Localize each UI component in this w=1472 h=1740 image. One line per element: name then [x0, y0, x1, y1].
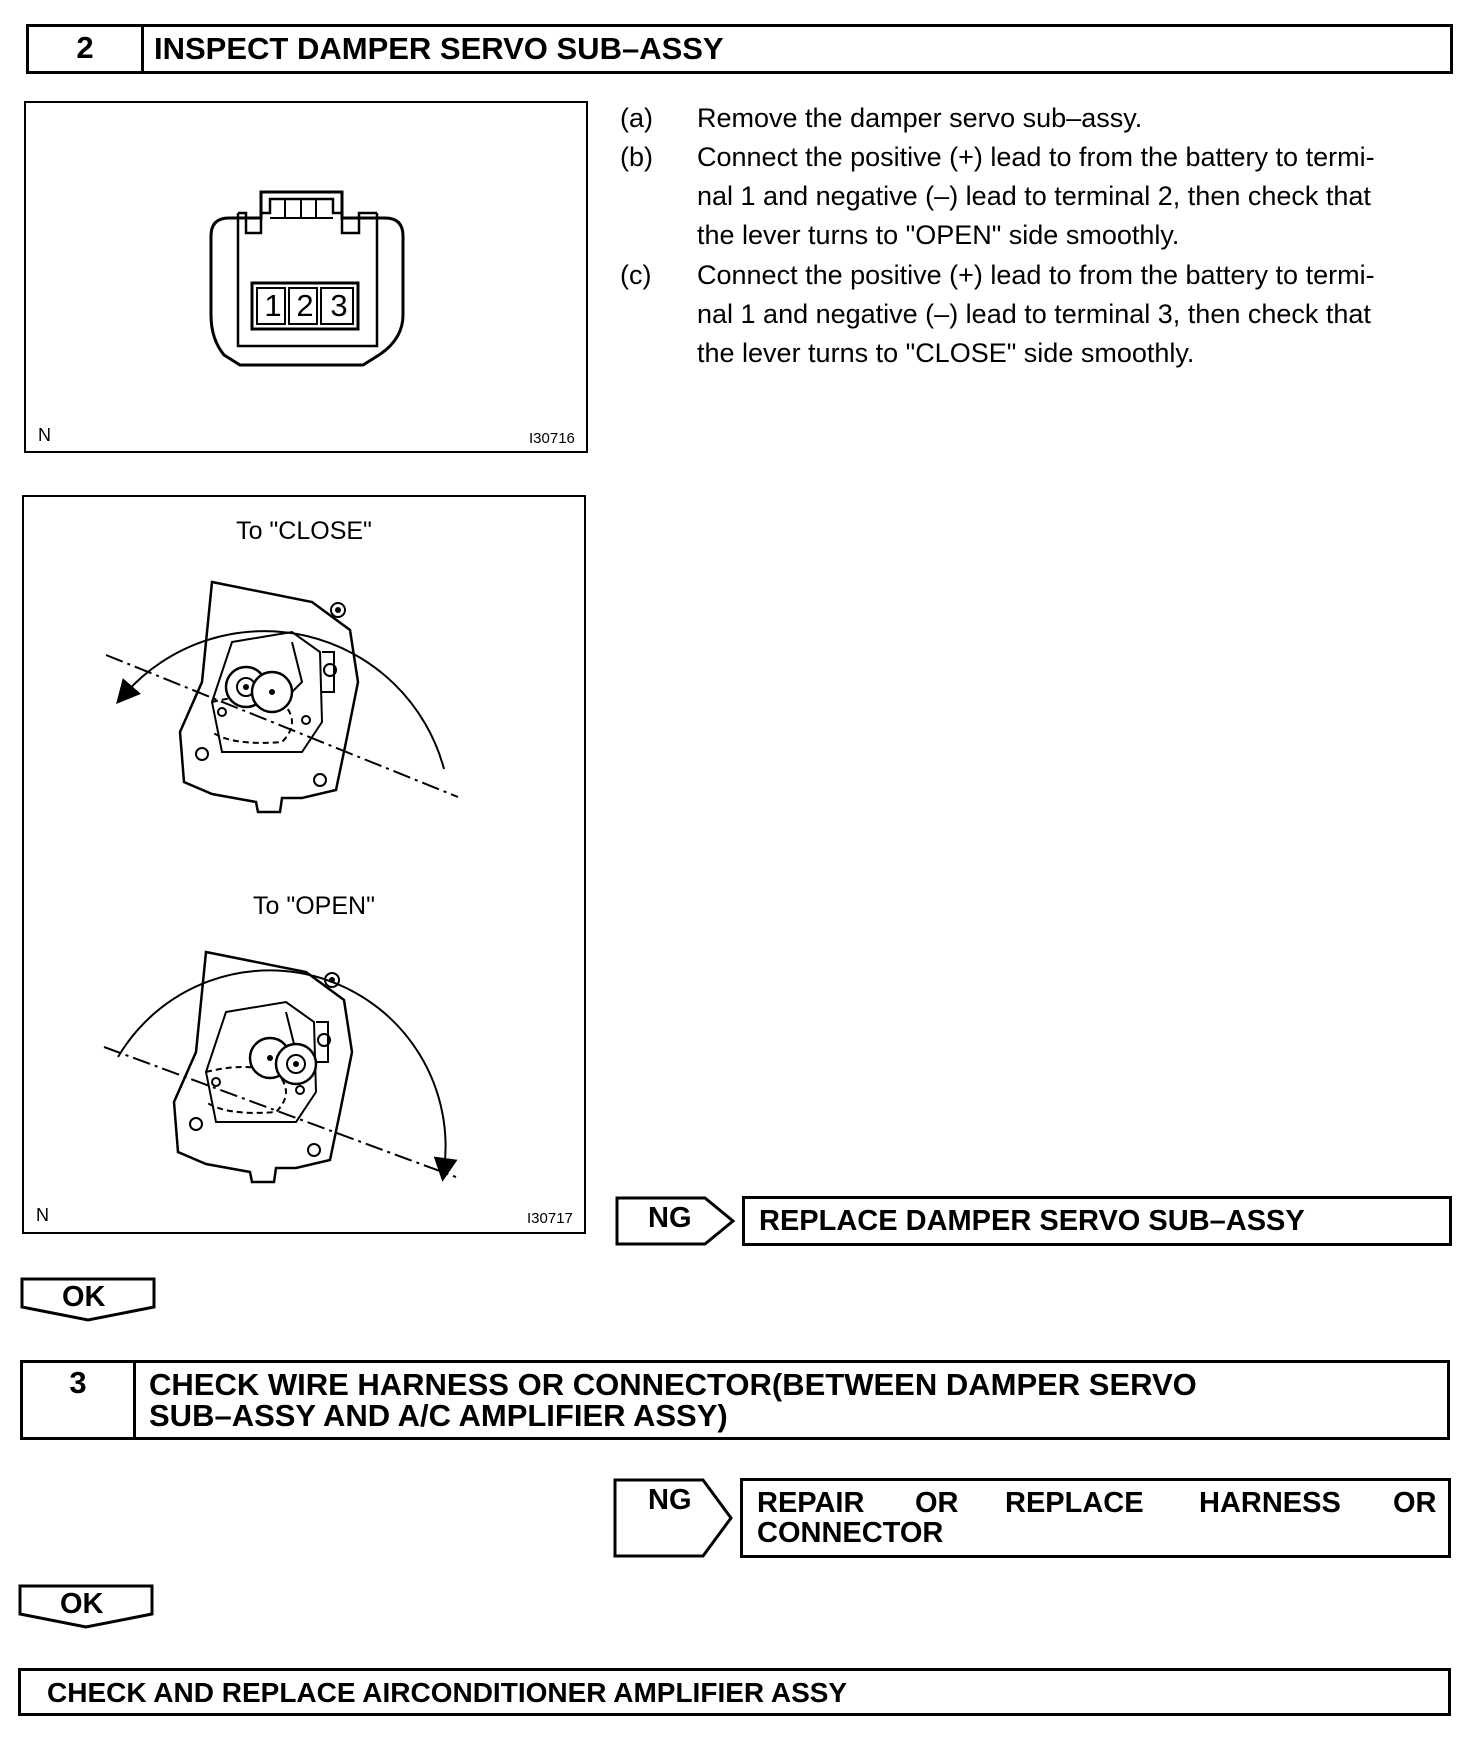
ng-label: NG: [648, 1202, 692, 1234]
ng-result-line-2: CONNECTOR: [757, 1517, 944, 1549]
instruction-label: (c): [620, 260, 652, 290]
ng-result-word: OR: [1393, 1487, 1437, 1519]
connector-drawing: [26, 103, 586, 451]
ng-result-word: REPLACE: [1005, 1487, 1144, 1519]
step-3-header: [20, 1360, 1450, 1440]
step-title: INSPECT DAMPER SERVO SUB–ASSY: [154, 31, 724, 66]
instruction-label: (b): [620, 142, 653, 172]
terminal-1: 1: [264, 288, 282, 323]
final-action-box: [18, 1668, 1451, 1716]
connector-figure: [24, 101, 588, 453]
instruction-line: nal 1 and negative (–) lead to terminal 3, then check that: [697, 299, 1371, 329]
ng-result-step-2: [742, 1196, 1452, 1246]
final-action-text: CHECK AND REPLACE AIRCONDITIONER AMPLIFIER ASSY: [47, 1677, 848, 1708]
ng-result-text: REPLACE DAMPER SERVO SUB–ASSY: [759, 1205, 1305, 1237]
instruction-line: Connect the positive (+) lead to from the battery to termi-: [697, 142, 1375, 172]
ng-result-word: HARNESS: [1199, 1487, 1341, 1519]
instruction-b: [620, 138, 1460, 258]
figure-code: I30716: [529, 430, 575, 447]
close-label: To "CLOSE": [236, 517, 372, 545]
instruction-label: (a): [620, 103, 653, 133]
terminal-3: 3: [330, 288, 348, 323]
figure-code: I30717: [527, 1210, 573, 1227]
instruction-line: the lever turns to "OPEN" side smoothly.: [697, 220, 1180, 250]
ng-result-word: REPAIR: [757, 1487, 865, 1519]
instruction-a: [620, 99, 1460, 139]
ng-label: NG: [648, 1484, 692, 1516]
damper-servo-drawing: [24, 497, 584, 1232]
instruction-line: Connect the positive (+) lead to from the battery to termi-: [697, 260, 1375, 290]
step-2-header: [26, 24, 1453, 74]
step-title-line-1: CHECK WIRE HARNESS OR CONNECTOR(BETWEEN DAMPER SERVO: [149, 1367, 1197, 1402]
figure-corner-label: N: [36, 1205, 49, 1225]
step-title-line-2: SUB–ASSY AND A/C AMPLIFIER ASSY): [149, 1398, 728, 1433]
instruction-c: [620, 256, 1460, 376]
instruction-line: the lever turns to "CLOSE" side smoothly.: [697, 338, 1195, 368]
ng-result-word: OR: [915, 1487, 959, 1519]
instruction-text: Remove the damper servo sub–assy.: [697, 103, 1143, 133]
step-number: 2: [29, 27, 144, 71]
instruction-line: nal 1 and negative (–) lead to terminal 2, then check that: [697, 181, 1371, 211]
ok-label: OK: [60, 1588, 104, 1620]
figure-corner-label: N: [38, 425, 51, 445]
ng-result-step-3: [740, 1478, 1451, 1558]
step-number: 3: [23, 1363, 136, 1437]
open-label: To "OPEN": [253, 892, 375, 920]
ok-label: OK: [62, 1281, 106, 1313]
terminal-2: 2: [296, 288, 314, 323]
damper-servo-figure: [22, 495, 586, 1234]
